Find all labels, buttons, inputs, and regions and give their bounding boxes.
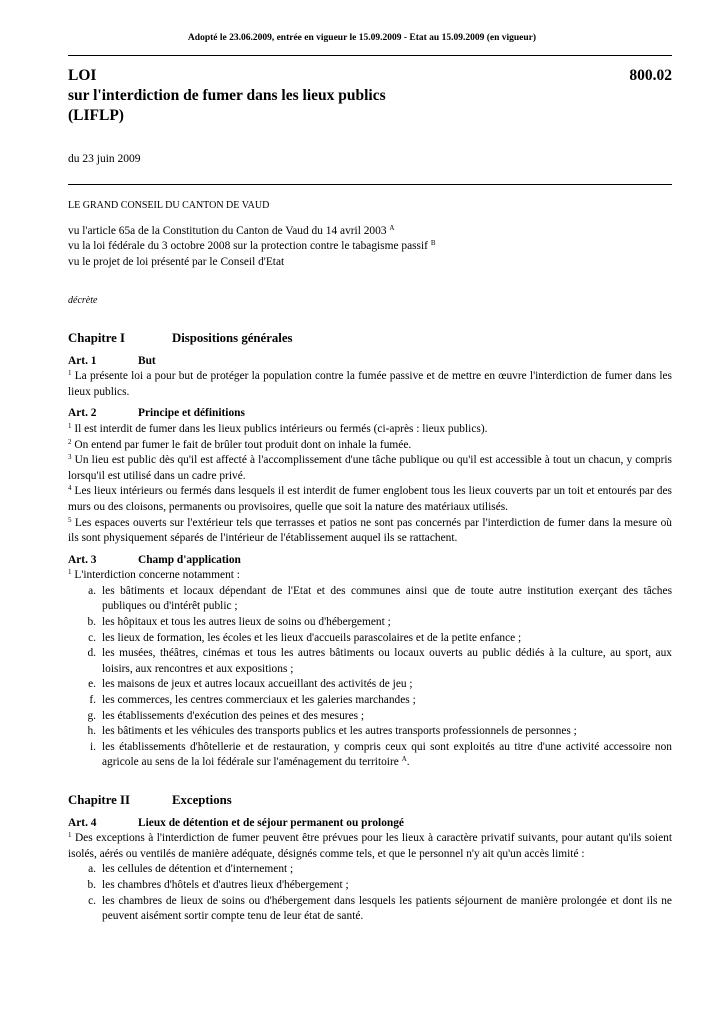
paragraph: $^1$ Il est interdit de fumer dans les lieux publics intérieurs ou fermés (ci-après : lieux publics). (68, 421, 488, 435)
list-item: f. les commerces, les centres commerciaux et les galeries marchandes ; (89, 694, 416, 707)
article-number: Art. 4 (68, 816, 97, 829)
chapter-number: Chapitre I (68, 330, 125, 345)
article-title: But (138, 354, 156, 367)
article-title: Champ d'application (138, 553, 241, 566)
enumeration-list (68, 584, 672, 771)
article-heading (68, 406, 672, 422)
law-abbreviation: (LIFLP) (68, 107, 124, 124)
list-item: b. les chambres d'hôtels et d'autres lieux d'hébergement ; (87, 878, 349, 891)
list-item: i. les établissements d'hôtellerie et de restauration, y compris ceux qui sont exploités au titre d'une activité accessoire non agricole au sens de la loi fédérale sur l'aménagement du territoire $^A$. (89, 740, 672, 769)
footnote-ref[interactable]: B (430, 239, 436, 248)
list-item: d. les musées, théâtres, cinémas et tous les autres bâtiments ou locaux ouverts au public dédiés à la culture, au sport, aux loisirs, aux rencontres et aux expositions ; (87, 647, 672, 675)
enumeration-list (68, 862, 672, 924)
chapter-heading (68, 331, 672, 347)
chapter-heading (68, 793, 672, 809)
article-heading (68, 553, 672, 569)
paragraph: $^1$ Des exceptions à l'interdiction de fumer peuvent être prévues pour les lieux à caractère privatif suivants, pour autant qu'ils soient isolés, aérés ou ventilés de manière adéquate, désignés comme tels, et que le personnel n'y ait qu'un accès limité : (68, 831, 672, 860)
list-item: g. les établissements d'exécution des peines et des mesures ; (87, 709, 365, 722)
status-header: Adopté le 23.06.2009, entrée en vigueur le 15.09.2009 - Etat au 15.09.2009 (en vigueur) (187, 33, 537, 43)
law-title-block (68, 66, 672, 126)
title-rule (68, 184, 672, 185)
preamble-line: vu l'article 65a de la Constitution du Canton de Vaud du 14 avril 2003 $^A$ (68, 223, 395, 237)
law-type: LOI (68, 67, 97, 84)
paragraph: $^2$ On entend par fumer le fait de brûler tout produit dont on inhale la fumée. (68, 437, 412, 451)
footnote-ref[interactable]: A (389, 223, 395, 232)
paragraph: $^3$ Un lieu est public dès qu'il est affecté à l'accomplissement d'une tâche publique ou qu'il est accessible à tout un chacun, y compris lorsqu'il est utilisé dans un cadre privé. (68, 453, 672, 482)
enacting-authority: LE GRAND CONSEIL DU CANTON DE VAUD (68, 200, 270, 211)
preamble-line: vu le projet de loi présenté par le Conseil d'Etat (68, 255, 285, 268)
article-title: Principe et définitions (138, 407, 245, 420)
preamble-line: vu la loi fédérale du 3 octobre 2008 sur la protection contre le tabagisme passif $^B$ (68, 239, 436, 253)
law-date: du 23 juin 2009 (68, 153, 141, 165)
chapter-number: Chapitre II (68, 793, 130, 807)
list-item: c. les chambres de lieux de soins ou d'hébergement dans lesquels les patients séjournent de manière prolongée et dont ils ne peuvent aisément sortir compte tenu de leur état de santé. (88, 894, 672, 923)
decree-word: décrète (68, 295, 98, 307)
law-number: 800.02 (629, 67, 672, 84)
footnote-ref[interactable]: A (401, 755, 407, 764)
article-number: Art. 3 (68, 553, 97, 566)
paragraph: $^1$ L'interdiction concerne notamment : (68, 568, 240, 582)
list-item: c. les lieux de formation, les écoles et les lieux d'accueils parascolaires et de la petite enfance ; (88, 631, 522, 644)
list-item: e. les maisons de jeux et autres locaux accueillant des activités de jeu ; (88, 678, 413, 691)
article-title: Lieux de détention et de séjour permanent ou prolongé (138, 816, 404, 829)
list-item: a. les bâtiments et locaux dépendant de l'Etat et des communes ainsi que de toute autre institution exerçant des tâches publiques ou d'intérêt public ; (88, 584, 672, 613)
article-number: Art. 1 (68, 354, 97, 367)
article-heading (68, 354, 672, 370)
article-heading (68, 816, 672, 832)
law-title: sur l'interdiction de fumer dans les lieux publics (68, 87, 386, 104)
preamble (68, 224, 672, 271)
list-item: a. les cellules de détention et d'internement ; (88, 863, 294, 876)
paragraph: $^1$ La présente loi a pour but de protéger la population contre la fumée passive et de mettre en œuvre l'interdiction de fumer dans les lieux publics. (68, 369, 672, 398)
law-body (68, 198, 672, 925)
chapter-title: Dispositions générales (172, 330, 293, 345)
top-rule (68, 55, 672, 56)
paragraph: $^5$ Les espaces ouverts sur l'extérieur tels que terrasses et patios ne sont pas concernés par l'interdiction de fumer dans la mesure où ils sont physiquement séparés de l'intérieur de l'établissement auquel ils se rattachent. (68, 515, 672, 545)
chapter-title: Exceptions (172, 793, 232, 807)
list-item: h. les bâtiments et les véhicules des transports publics et les autres transports professionnels de personnes ; (87, 725, 577, 738)
list-item: b. les hôpitaux et tous les autres lieux de soins ou d'hébergement ; (87, 616, 391, 629)
paragraph: $^4$ Les lieux intérieurs ou fermés dans lesquels il est interdit de fumer englobent tous les lieux couverts par un toit et entourés par des murs ou des cloisons, permanents ou provisoires, quelle que soit la nature des matériaux utilisés. (68, 484, 672, 513)
article-number: Art. 2 (68, 407, 97, 420)
